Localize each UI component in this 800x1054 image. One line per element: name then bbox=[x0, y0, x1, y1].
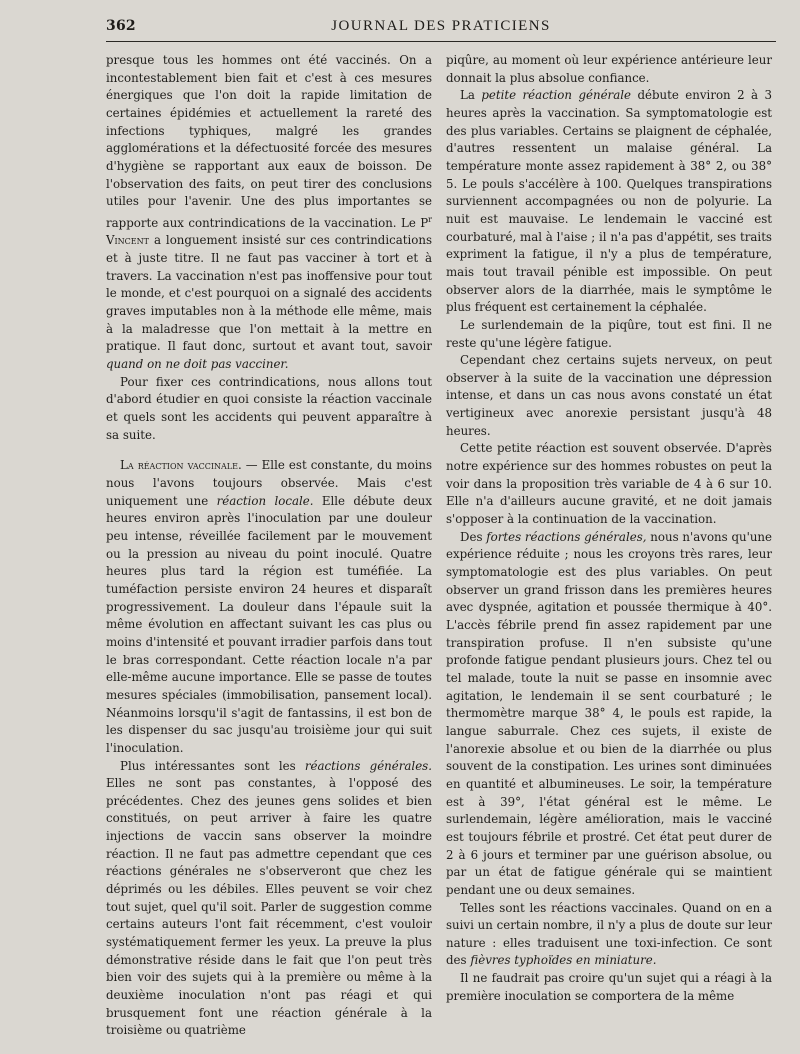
section-heading: La réaction vaccinale. bbox=[120, 458, 242, 473]
paragraph: La petite réaction générale débute environ 2 à 3 heures après la vaccination. Sa symptomatologie est des plus variables. Certains se plaignent de céphalée, d'autres ressentent un malaise général. La température monte assez rapidement à 38° 2, ou 38° 5. Le pouls s'accélère à 100. Quelques transpirations surviennent accompagnées ou non de polyurie. La nuit est mauvaise. Le lendemain le vacciné est courbaturé, mal à l'aise ; il n'a pas d'appétit, ses traits expriment la fatigue, il n'y a plus de température, mais tout travail pénible est impossible. On peut observer alors de la diarrhée, mais le symptôme le plus fréquent est certainement la céphalée. bbox=[446, 88, 773, 315]
right-column bbox=[446, 52, 772, 1005]
paragraph: Pour fixer ces contrindications, nous allons tout d'abord étudier en quoi consiste la réaction vaccinale et quels sont les accidents qui peuvent apparaître à sa suite. bbox=[106, 374, 432, 442]
paragraph: Des fortes réactions générales, nous n'avons qu'une expérience réduite ; nous les croyons très rares, leur symptomatologie est des plus variables. On peut observer un grand frisson dans les premières heures avec dyspnée, agitation et poussée thermique à 40°. L'accès fébrile prend fin assez rapidement par une transpiration profuse. Il n'en subsiste qu'une profonde fatigue pendant plusieurs jours. Chez tel ou tel malade, toute la nuit se passe en insomnie avec agitation, le lendemain il se sent courbaturé ; le thermomètre marque 38° 4, le pouls est rapide, la langue saburrale. Chez ces sujets, il existe de l'anorexie absolue et ou bien de la diarrhée ou plus souvent de la constipation. Les urines sont diminuées en quantité et albumineuses. Le soir, la température est à 39°, l'état général est le même. Le surlendemain, légère amélioration, mais le vacciné est toujours fébrile et prostré. Cet état peut durer de 2 à 6 jours et terminer par une guérison absolue, ou par un état de fatigue générale qui se maintient pendant une ou deux semaines. bbox=[446, 529, 773, 897]
left-column bbox=[106, 52, 432, 1040]
paragraph: Plus intéressantes sont les réactions générales. Elles ne sont pas constantes, à l'opposé des précédentes. Chez des jeunes gens solides et bien constitués, on peut arriver à faire les quatre injections de vaccin sans observer la moindre réaction. Il ne faut pas admettre cependant que ces réactions générales ne s'observeront que chez les déprimés ou les débiles. Elles peuvent se voir chez tout sujet, quel qu'il soit. Parler de suggestion comme certains auteurs l'ont fait récemment, c'est vouloir systématiquement fermer les yeux. La preuve la plus démonstrative réside dans le fait que l'on peut très bien voir des sujets qui à la première ou même à la deuxième inoculation n'ont pas réagi et qui brusquement font une réaction générale à la troisième ou quatrième bbox=[106, 758, 432, 1038]
page-number: 362 bbox=[106, 18, 136, 34]
running-head: JOURNAL DES PRATICIENS bbox=[331, 17, 551, 34]
header-rule bbox=[106, 41, 776, 42]
paragraph: Cette petite réaction est souvent observée. D'après notre expérience sur des hommes robustes on peut la voir dans la proposition très variable de 4 à 6 sur 10. Elle n'a d'ailleurs aucune gravité, et ne doit jamais s'opposer à la continuation de la vaccination. bbox=[446, 441, 772, 527]
paragraph: La réaction vaccinale. — Elle est constante, du moins nous l'avons toujours observée. Mais c'est uniquement une réaction locale. Elle débute deux heures environ après l'inoculation par une douleur peu intense, réveillée facilement par le mouvement ou la pression au niveau du point inoculé. Quatre heures plus tard la région est tuméfiée. La tuméfaction persiste environ 24 heures et disparaît progressivement. La douleur dans l'épaule suit la même évolution en affectant suivant les cas plus ou moins d'intensité et pouvant irradier parfois dans tout le bras correspondant. Cette réaction locale n'a par elle-même aucune importance. Elle se passe de toutes mesures spéciales (immobilisation, pansement local). Néanmoins lorsqu'il s'agit de fantassins, il est bon de les dispenser du sac jusqu'au troisième jour qui suit l'inoculation. bbox=[106, 458, 433, 755]
paragraph: presque tous les hommes ont été vaccinés. On a incontestablement bien fait et c'est à ces mesures énergiques que l'on doit la rapide limitation de certaines épidémies et actuellement la rareté des infections typhiques, malgré les grandes agglomérations et la défectuosité forcée des mesures d'hygiène se rapportant aux eaux de boisson. De l'observation des faits, on peut tirer des conclusions utiles pour l'avenir. Une des plus importantes se rapporte aux contrindications de la vaccination. Le $P^r$ Vincent a longuement insisté sur ces contrindications et à juste titre. Il ne faut pas vacciner à tort et à travers. La vaccination n'est pas inoffensive pour tout le monde, et c'est pourquoi on a signalé des accidents graves imputables non à la méthode elle même, mais à la maladresse que l'on mettait à la mettre en pratique. Il faut donc, surtout et avant tout, savoir quand on ne doit pas vacciner. bbox=[106, 53, 433, 372]
paragraph: Le surlendemain de la piqûre, tout est fini. Il ne reste qu'une légère fatigue. bbox=[446, 317, 772, 350]
paragraph: piqûre, au moment où leur expérience antérieure leur donnait la plus absolue confiance. bbox=[446, 53, 772, 85]
paragraph: Cependant chez certains sujets nerveux, on peut observer à la suite de la vaccination une dépression intense, et dans un cas nous avons constaté un état vertigineux avec anorexie persistant jusqu'à 48 heures. bbox=[446, 353, 772, 438]
page-header bbox=[106, 12, 776, 40]
paragraph: Telles sont les réactions vaccinales. Quand on en a suivi un certain nombre, il n'y a plus de doute sur leur nature : elles traduisent une toxi-infection. Ce sont des fièvres typhoïdes en miniature. bbox=[446, 900, 772, 968]
paragraph: Il ne faudrait pas croire qu'un sujet qui a réagi à la première inoculation se comportera de la même bbox=[446, 971, 772, 1003]
